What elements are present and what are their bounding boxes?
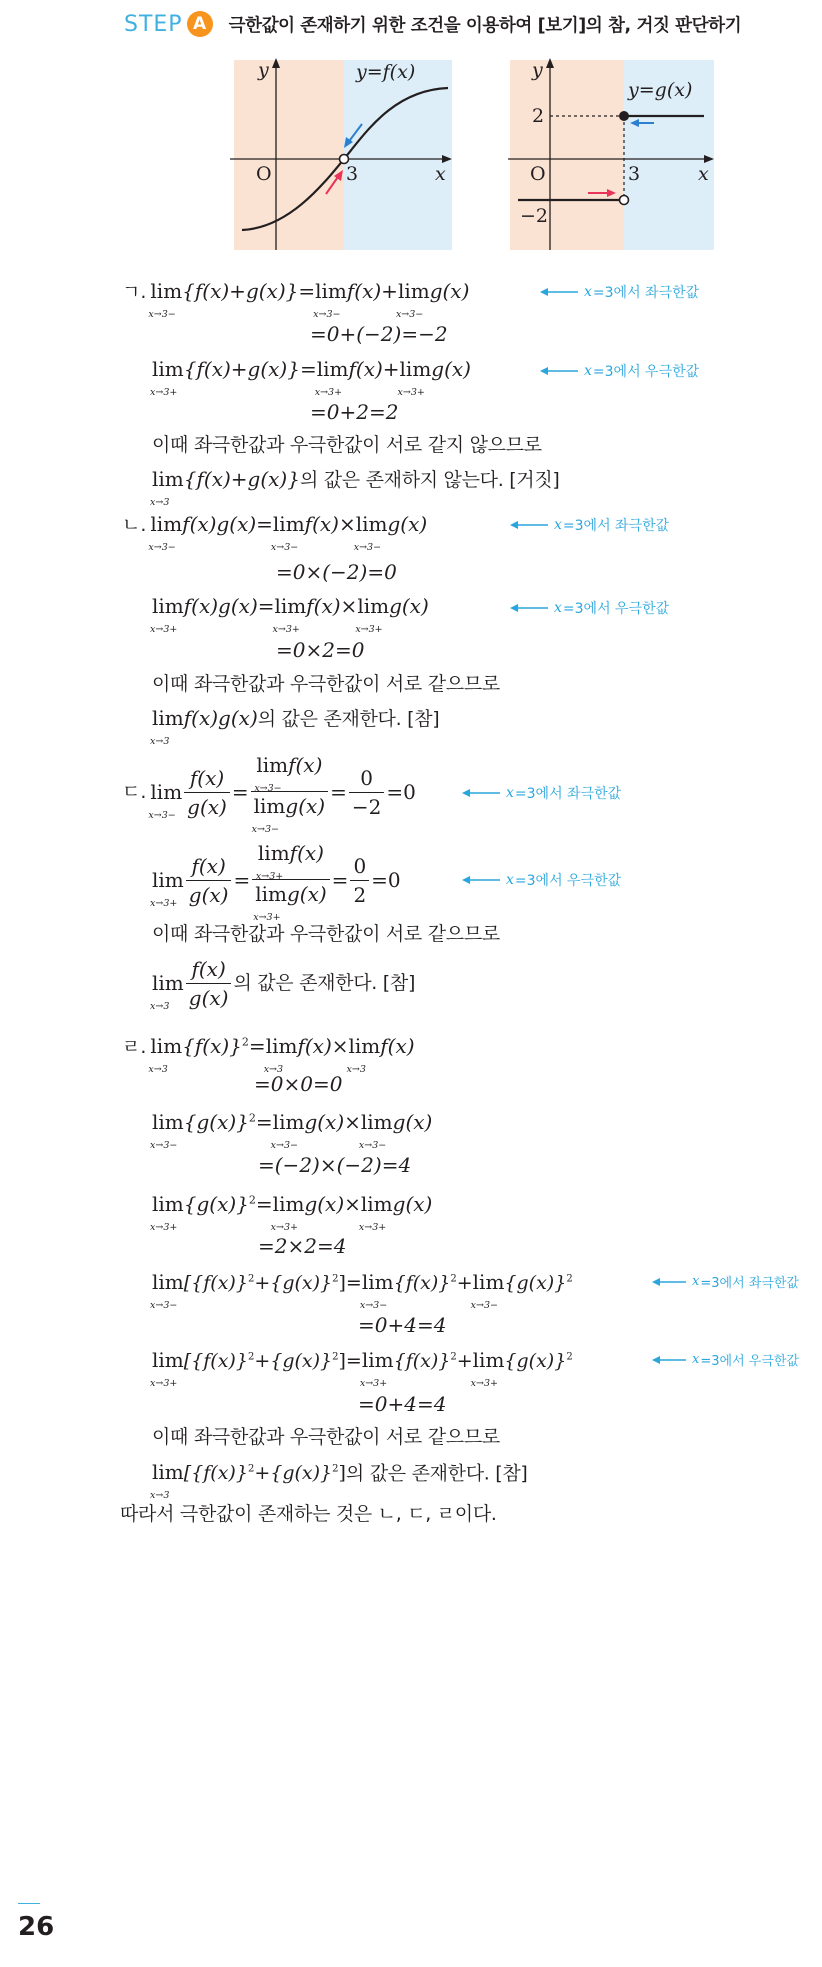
item-d-line-11: 이때 좌극한값과 우극한값이 서로 같으므로 [152,1426,500,1448]
item-a-line-1: ㄱ. lim x→3− {f(x)+g(x)}=lim x→3− f(x)+lim x→3− g(x) [122,279,470,320]
right-limit-note: x =3에서 우극한값 [462,870,621,890]
item-b-line-3: lim x→3+ f(x)g(x)=lim x→3+ f(x)×lim x→3+ g(x) [150,594,429,635]
limit-operator: lim x→3 [346,1033,381,1075]
arrow-left-icon [462,875,500,885]
limit-operator: lim x→3− [358,1109,393,1151]
item-b-line-4: =0×2=0 [276,638,365,662]
graph-g-tick-3: 3 [628,163,641,185]
item-d-line-4: =(−2)×(−2)=4 [258,1153,412,1177]
limit-operator: lim x→3+ [150,357,184,398]
limit-operator: lim x→3 [150,971,184,1012]
left-limit-note: x =3에서 좌극한값 [510,515,669,535]
arrow-left-icon [652,1355,686,1365]
limit-operator: lim x→3+ [358,1191,393,1233]
limit-operator: lim x→3 [148,1033,183,1075]
graph-f-left-region [234,60,344,250]
item-d-line-7: lim x→3− $[\{f(x)\}^2+\{g(x)\}^2]=\lim$ x→3− $\{f(x)\}^2+\lim$ x→3− $\{g(x)\}^2$ [150,1270,573,1312]
item-b-line-6: lim x→3 f(x)g(x)의 값은 존재한다. [참] [150,706,440,747]
limit-operator: lim x→3+ [272,594,307,635]
limit-operator: lim x→3− [353,512,388,553]
limit-operator: lim x→3− [150,1270,184,1312]
item-a-line-4: =0+2=2 [310,400,399,424]
left-limit-note: x =3에서 좌극한값 [652,1272,799,1291]
graph-g-open-point [620,196,629,205]
limit-operator: lim x→3− [270,1109,305,1151]
limit-operator: lim x→3+ [470,1348,505,1390]
item-d-symbol: ㄹ. [122,1035,147,1058]
item-d-line-6: =2×2=4 [258,1234,347,1258]
right-limit-note: x =3에서 우극한값 [540,361,699,381]
limit-operator: lim x→3− [270,512,305,553]
arrow-left-icon [540,287,578,297]
item-c-line-1: ㄷ. lim x→3− $\frac{f(x)}{g(x)}$ = lim x→3− f(x) lim x→3− g(x) = $\frac{0}{-2}$ =0 [122,752,416,835]
graph-f-origin: O [256,163,272,185]
item-d-line-8: =0+4=4 [358,1313,447,1337]
fraction: $\frac{f(x)}{g(x)}$ [186,854,232,907]
right-limit-note: x =3에서 우극한값 [652,1350,799,1369]
limit-operator: lim x→3+ [314,357,349,398]
limit-operator: lim x→3 [150,706,184,747]
step-badge: A [187,11,213,37]
graph-g-curve-label: y=g(x) [628,79,693,101]
item-d-line-1: ㄹ. lim x→3 $\{f(x)\}^2=\lim$ x→3 f(x)×lim x→3 f(x) [122,1033,415,1075]
graph-g-x-label: x [698,163,709,185]
item-a-line-5: 이때 좌극한값과 우극한값이 서로 같지 않으므로 [152,434,542,456]
fraction: lim x→3− f(x) lim x→3− g(x) [251,753,328,832]
page-number: 26 [18,1912,55,1942]
graph-g [508,56,720,252]
graph-f-curve-label: y=f(x) [356,61,416,83]
fraction: $\frac{0}{-2}$ [349,766,384,819]
arrow-left-icon [652,1277,686,1287]
fraction: lim x→3+ f(x) lim x→3+ g(x) [252,841,329,920]
item-b-line-1: ㄴ. lim x→3− f(x)g(x)=lim x→3− f(x)×lim x→3− g(x) [122,512,428,553]
graph-g-tick-2: 2 [532,105,545,127]
item-c-line-4: lim x→3 $\frac{f(x)}{g(x)}$ 의 값은 존재한다. [참] [150,956,416,1012]
item-d-line-9: lim x→3+ $[\{f(x)\}^2+\{g(x)\}^2]=\lim$ x→3+ $\{f(x)\}^2+\lim$ x→3+ $\{g(x)\}^2$ [150,1348,573,1390]
limit-operator: lim x→3+ [150,594,184,635]
fraction: $\frac{f(x)}{g(x)}$ [186,957,232,1010]
graph-f-tick-3: 3 [346,163,359,185]
item-d-line-3: lim x→3− $\{g(x)\}^2=\lim$ x→3− g(x)×lim x→3− g(x) [150,1109,433,1151]
limit-operator: lim x→3 [150,467,184,508]
item-c-symbol: ㄷ. [122,781,147,803]
page-number-rule [18,1903,40,1904]
step-title: 극한값이 존재하기 위한 조건을 이용하여 [보기]의 참, 거짓 판단하기 [228,15,742,36]
arrow-left-icon [462,788,500,798]
arrow-left-icon [510,520,548,530]
item-b-line-5: 이때 좌극한값과 우극한값이 서로 같으므로 [152,673,500,695]
limit-operator: lim x→3+ [355,594,390,635]
limit-operator: lim x→3− [313,279,347,320]
limit-operator: lim x→3+ [150,1191,184,1233]
limit-operator: lim x→3− [150,1109,184,1151]
graph-g-origin: O [530,163,546,185]
fraction: $\frac{0}{2}$ [350,854,369,907]
step-header [124,8,741,40]
limit-operator: lim x→3 [263,1033,298,1075]
graph-g-closed-point [619,111,629,121]
limit-operator: lim x→3− [148,512,183,553]
fraction: $\frac{f(x)}{g(x)}$ [184,766,230,819]
item-c-line-3: 이때 좌극한값과 우극한값이 서로 같으므로 [152,923,500,945]
limit-operator: lim x→3− [148,780,183,821]
limit-operator: lim x→3+ [150,1348,184,1390]
limit-operator: lim x→3+ [150,868,184,909]
item-a-line-6: lim x→3 {f(x)+g(x)}의 값은 존재하지 않는다. [거짓] [150,467,560,508]
graph-g-tick-neg2: −2 [520,205,549,227]
graph-f [230,56,456,252]
arrow-left-icon [510,603,548,613]
limit-operator: lim x→3+ [270,1191,305,1233]
item-b-line-2: =0×(−2)=0 [276,560,397,584]
step-word: STEP [124,11,183,37]
item-d-line-2: =0×0=0 [254,1072,343,1096]
item-a-line-3: lim x→3+ {f(x)+g(x)}=lim x→3+ f(x)+lim x→3+ g(x) [150,357,471,398]
limit-operator: lim x→3− [395,279,430,320]
limit-operator: lim x→3 [150,1460,184,1502]
graph-g-y-label: y [532,59,543,81]
item-b-symbol: ㄴ. [122,514,147,536]
limit-operator: lim x→3+ [397,357,432,398]
left-limit-note: x =3에서 좌극한값 [540,282,699,302]
limit-operator: lim x→3− [148,279,183,320]
item-c-line-2: lim x→3+ $\frac{f(x)}{g(x)}$ = lim x→3+ f(x) lim x→3+ g(x) = $\frac{0}{2}$ =0 [150,840,401,923]
item-a-symbol: ㄱ. [122,281,147,303]
item-d-line-5: lim x→3+ $\{g(x)\}^2=\lim$ x→3+ g(x)×lim x→3+ g(x) [150,1191,433,1233]
conclusion: 따라서 극한값이 존재하는 것은 ㄴ, ㄷ, ㄹ이다. [120,1503,497,1525]
item-d-line-10: =0+4=4 [358,1392,447,1416]
limit-operator: lim x→3+ [359,1348,394,1390]
graph-f-x-label: x [435,163,446,185]
right-limit-note: x =3에서 우극한값 [510,598,669,618]
graph-f-y-label: y [258,59,269,81]
left-limit-note: x =3에서 좌극한값 [462,783,621,803]
arrow-left-icon [540,366,578,376]
limit-operator: lim x→3− [359,1270,394,1312]
item-d-line-12: lim x→3 $[\{f(x)\}^2+\{g(x)\}^2]$의 값은 존재한다. [참] [150,1460,528,1502]
limit-operator: lim x→3− [470,1270,505,1312]
item-a-line-2: =0+(−2)=−2 [310,322,448,346]
